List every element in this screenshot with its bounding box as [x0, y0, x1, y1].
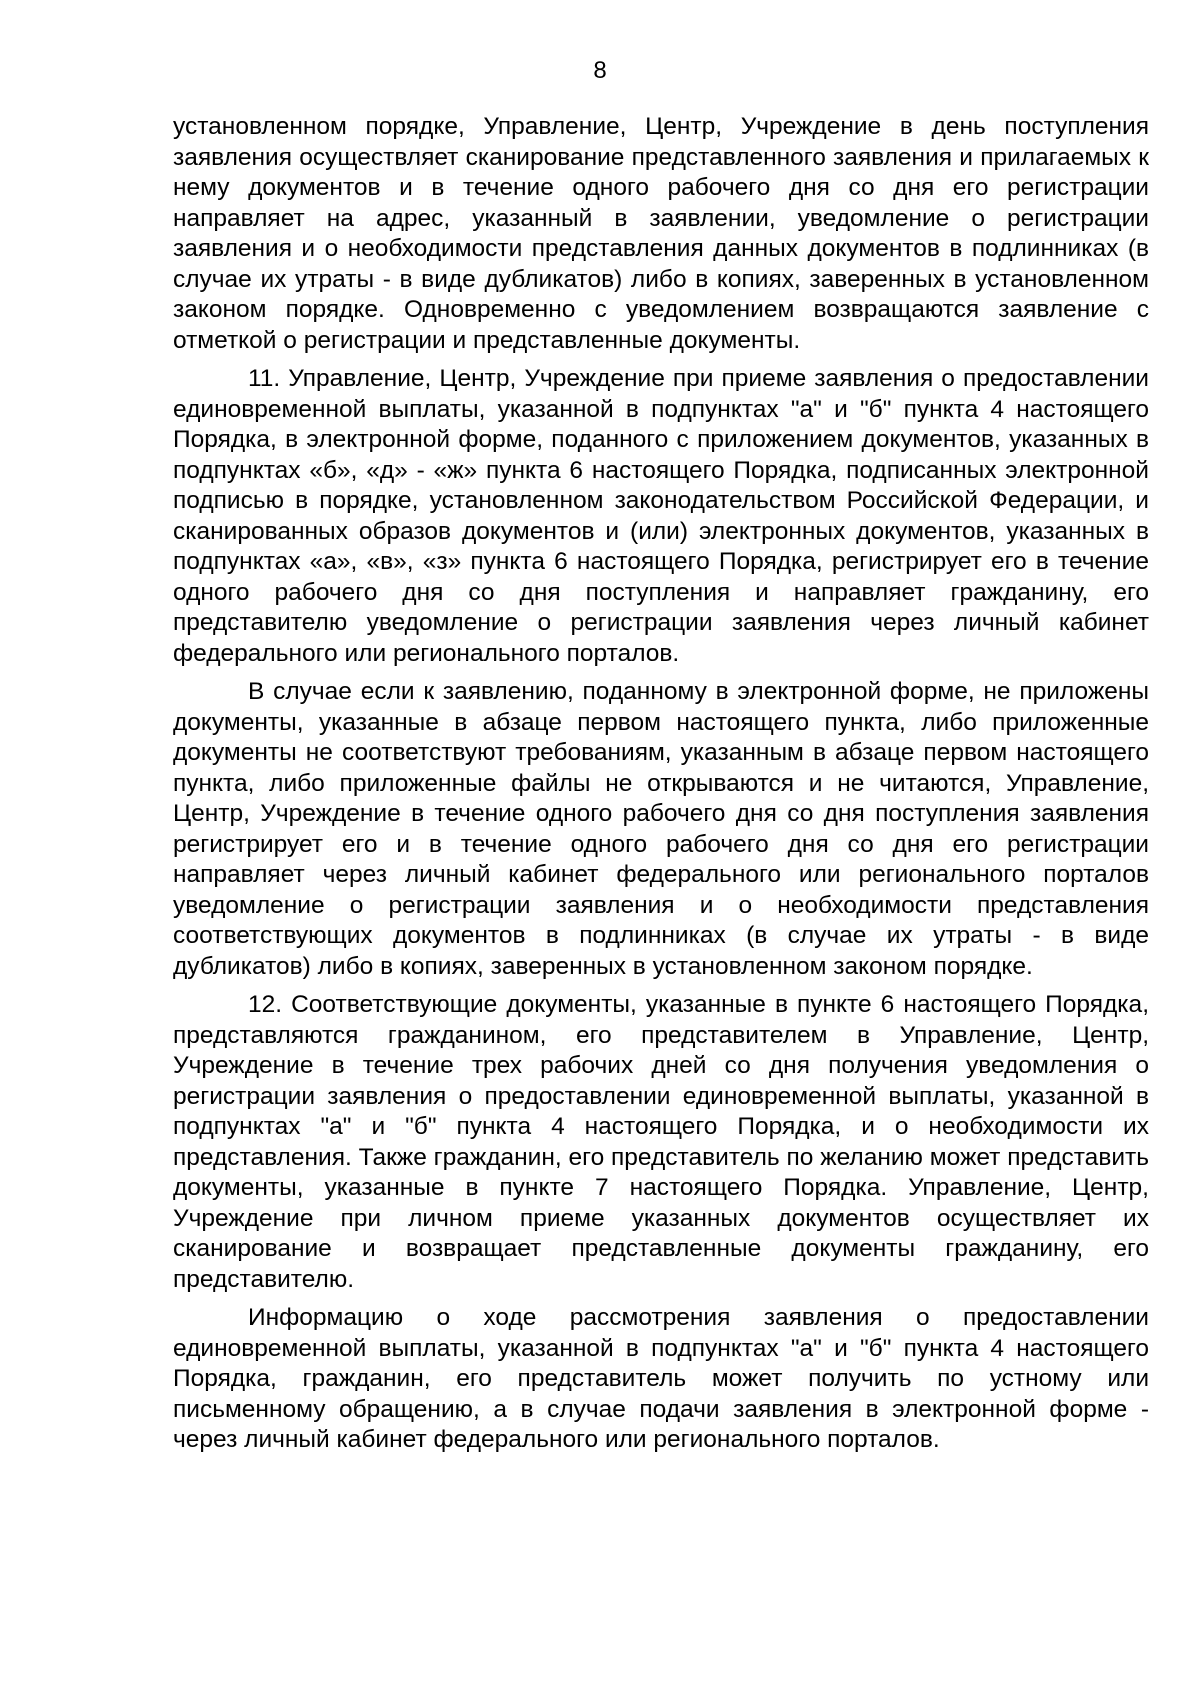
document-body — [173, 112, 1149, 1464]
page-number: 8 — [593, 57, 607, 84]
paragraph-continuation: установленном порядке, Управление, Центр, Учреждение в день поступления заявления осуществляет сканирование представленного заявления и прилагаемых к нему документов и в течение одного рабочего дня со дня его регистрации направляет на адрес, указанный в заявлении, уведомление о регистрации заявления и о необходимости представления данных документов в подлинниках (в случае их утраты - в виде дубликатов) либо в копиях, заверенных в установленном законом порядке. Одновременно с уведомлением возвращаются заявление с отметкой о регистрации и представленные документы. — [173, 113, 1149, 354]
paragraph-item-11-second: В случае если к заявлению, поданному в электронной форме, не приложены документы, указанные в абзаце первом настоящего пункта, либо приложенные документы не соответствуют требованиям, указанным в абзаце первом настоящего пункта, либо приложенные файлы не открываются и не читаются, Управление, Центр, Учреждение в течение одного рабочего дня со дня поступления заявления регистрирует его и в течение одного рабочего дня со дня его регистрации направляет через личный кабинет федерального или регионального порталов уведомление о регистрации заявления и о необходимости представления соответствующих документов в подлинниках (в случае их утраты - в виде дубликатов) либо в копиях, заверенных в установленном законом порядке. — [173, 678, 1149, 980]
paragraph-item-11: 11. Управление, Центр, Учреждение при приеме заявления о предоставлении единовременной выплаты, указанной в подпунктах "а" и "б" пункта 4 настоящего Порядка, в электронной форме, поданного с приложением документов, указанных в подпунктах «б», «д» - «ж» пункта 6 настоящего Порядка, подписанных электронной подписью в порядке, установленном законодательством Российской Федерации, и сканированных образов документов и (или) электронных документов, указанных в подпунктах «а», «в», «з» пункта 6 настоящего Порядка, регистрирует его в течение одного рабочего дня со дня поступления и направляет гражданину, его представителю уведомление о регистрации заявления через личный кабинет федерального или регионального порталов. — [173, 365, 1149, 667]
paragraph-item-12: 12. Соответствующие документы, указанные в пункте 6 настоящего Порядка, представляются гражданином, его представителем в Управление, Центр, Учреждение в течение трех рабочих дней со дня получения уведомления о регистрации заявления о предоставлении единовременной выплаты, указанной в подпунктах "а" и "б" пункта 4 настоящего Порядка, и о необходимости их представления. Также гражданин, его представитель по желанию может представить документы, указанные в пункте 7 настоящего Порядка. Управление, Центр, Учреждение при личном приеме указанных документов осуществляет их сканирование и возвращает представленные документы гражданину, его представителю. — [173, 991, 1149, 1293]
paragraph-item-12-second: Информацию о ходе рассмотрения заявления о предоставлении единовременной выплаты, указанной в подпунктах "а" и "б" пункта 4 настоящего Порядка, гражданин, его представитель может получить по устному или письменному обращению, а в случае подачи заявления в электронной форме - через личный кабинет федерального или регионального порталов. — [173, 1304, 1149, 1453]
